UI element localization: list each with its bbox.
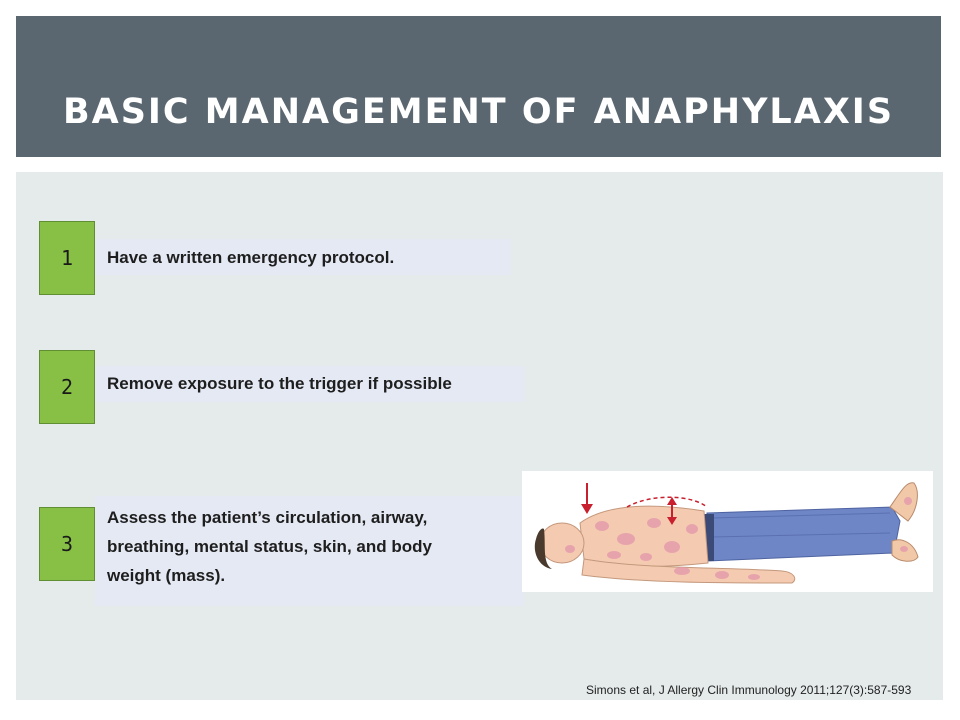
step-text-2-label: Remove exposure to the trigger if possible: [107, 374, 452, 393]
step-number-2: 2: [39, 350, 95, 424]
supine-patient-with-hives-illustration: [522, 471, 933, 592]
step-text-3-line-3: weight (mass).: [107, 566, 226, 585]
step-text-3-line-2: breathing, mental status, skin, and body: [107, 537, 432, 556]
slide-title: BASIC MANAGEMENT OF ANAPHYLAXIS: [62, 92, 895, 132]
step-text-3-line-1: Assess the patient’s circulation, airway,: [107, 508, 428, 527]
citation: Simons et al, J Allergy Clin Immunology 2011;127(3):587-593: [586, 683, 912, 697]
step-number-3: 3: [39, 507, 95, 581]
title-banner: [16, 16, 941, 157]
step-text-2: [95, 366, 525, 402]
step-text-3: [95, 496, 524, 606]
step-text-1-label: Have a written emergency protocol.: [107, 248, 395, 267]
step-number-1: 1: [39, 221, 95, 295]
step-text-1: [95, 239, 511, 275]
